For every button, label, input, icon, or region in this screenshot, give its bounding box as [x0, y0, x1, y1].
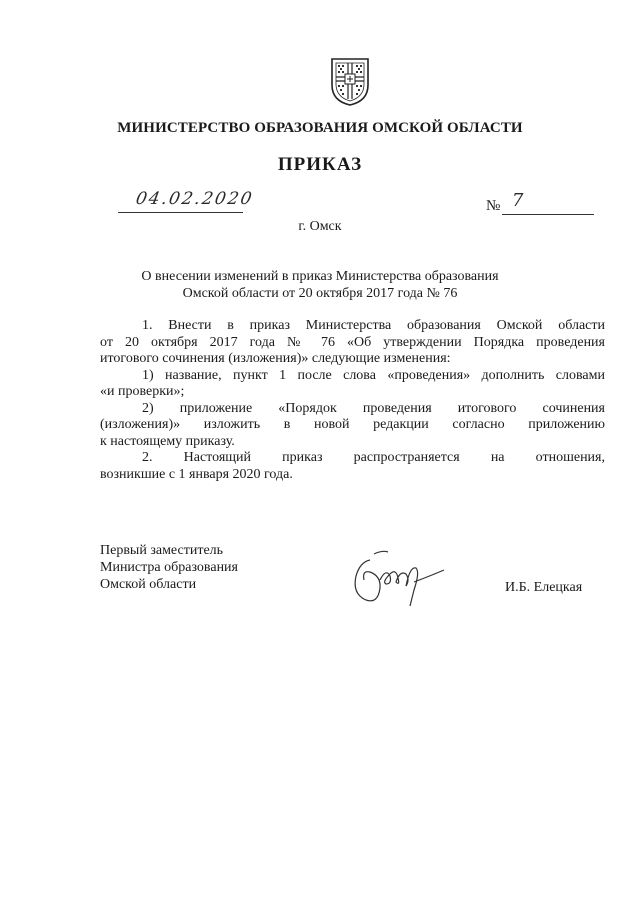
document-date: 04.02.2020: [134, 189, 256, 209]
body-line: «и проверки»;: [100, 384, 185, 399]
subitem-1: [100, 368, 605, 401]
signatory-position: [100, 542, 238, 593]
body-line: 1) название, пункт 1 после слова «проведения» дополнить словами: [142, 367, 605, 383]
ministry-title: МИНИСТЕРСТВО ОБРАЗОВАНИЯ ОМСКОЙ ОБЛАСТИ: [117, 120, 523, 136]
document-date-field: [118, 188, 256, 213]
body-line: итогового сочинения (изложения)» следующие изменения:: [100, 351, 451, 366]
city: г. Омск: [298, 219, 342, 234]
body-line: возникшие с 1 января 2020 года.: [100, 466, 293, 482]
body-line: (изложения)» изложить в новой редакции согласно приложению: [100, 417, 605, 432]
subject-line: О внесении изменений в приказ Министерства образования: [141, 269, 499, 284]
document-number: 7: [512, 190, 524, 211]
order-subject: [0, 268, 640, 302]
number-underline: [502, 214, 594, 215]
position-line: Омской области: [100, 577, 197, 592]
body-line: к настоящему приказу.: [100, 433, 235, 449]
subject-line: Омской области от 20 октября 2017 года № 76: [182, 286, 458, 301]
coat-of-arms-emblem: [328, 55, 372, 107]
body-line: 2) приложение «Порядок проведения итогового сочинения: [142, 400, 605, 416]
body-line: от 20 октября 2017 года № 76 «Об утверждении Порядка проведения: [100, 334, 605, 350]
number-label: №: [486, 198, 501, 214]
order-body: [100, 318, 605, 483]
body-line: 2. Настоящий приказ распространяется на отношения,: [142, 450, 605, 465]
paragraph-2: [100, 450, 605, 483]
document-type: ПРИКАЗ: [277, 154, 363, 175]
subitem-2: [100, 401, 605, 451]
signatory-name: И.Б. Елецкая: [505, 580, 583, 595]
position-line: Первый заместитель: [100, 543, 224, 558]
position-line: Министра образования: [100, 560, 238, 575]
handwritten-signature: [340, 546, 460, 608]
paragraph-1: [100, 318, 605, 368]
body-line: 1. Внести в приказ Министерства образования Омской области: [142, 318, 605, 333]
